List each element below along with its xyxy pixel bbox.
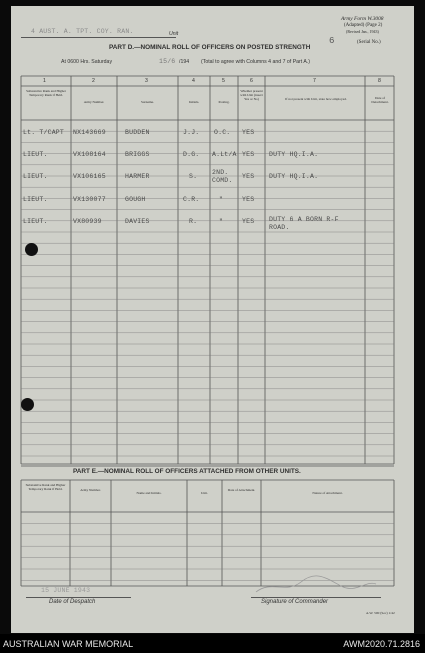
cell-surname: BRIGGS xyxy=(125,151,150,158)
colnum-5: 5 xyxy=(222,78,225,84)
cell-present: YES xyxy=(242,218,255,225)
colhead-rank: Substantive Rank and Higher Temporary Rank if Held. xyxy=(26,89,66,97)
cell-posting: " xyxy=(219,218,224,225)
despatch-line xyxy=(26,597,131,598)
part-d-note: (Total to agree with Columns 4 and 7 of Part A.) xyxy=(201,59,310,65)
signature-line xyxy=(251,597,381,598)
cell-number: NX143669 xyxy=(73,129,106,136)
colnum-6: 6 xyxy=(250,78,253,84)
part-d-year: /194 xyxy=(179,59,190,65)
cell-surname: DAVIES xyxy=(125,218,150,225)
cell-present: YES xyxy=(242,151,255,158)
e-colhead-date: Date of Attachment. xyxy=(227,488,256,492)
serial-number: 6 xyxy=(329,36,335,46)
colnum-7: 7 xyxy=(313,78,316,84)
despatch-date: 15 JUNE 1943 xyxy=(41,587,91,594)
colnum-8: 8 xyxy=(378,78,381,84)
cell-present: YES xyxy=(242,196,255,203)
unit-label: Unit xyxy=(169,31,179,37)
cell-posting: 2ND. COMD. xyxy=(212,169,233,184)
cell-initials: C.R. xyxy=(183,196,200,203)
cell-initials: S. xyxy=(189,173,198,180)
cell-initials: D.G. xyxy=(183,151,200,158)
cell-rank: Lt. T/CAPT xyxy=(23,129,65,136)
commander-signature xyxy=(251,572,381,598)
colhead-employed: If not present with Unit, state how employed. xyxy=(285,97,347,101)
e-colhead-name: Name and Initials. xyxy=(136,491,162,495)
cell-number: VX80939 xyxy=(73,218,102,225)
part-d-date: 15/6 xyxy=(159,58,176,65)
unit-name: 4 AUST. A. TPT. COY. RAN. xyxy=(31,28,134,35)
colhead-initials: Initials. xyxy=(188,100,200,104)
colhead-surname: Surname. xyxy=(141,100,154,104)
punch-hole-bottom xyxy=(21,398,34,411)
signature-label: Signature of Commander xyxy=(261,599,329,605)
cell-number: VX130077 xyxy=(73,196,106,203)
cell-rank: LIEUT. xyxy=(23,151,48,158)
cell-number: VX108164 xyxy=(73,151,106,158)
cell-employed: DUTY HQ.I.A. xyxy=(269,173,319,180)
form-adapted: (Adapted) (Page 2) xyxy=(344,23,383,28)
colnum-2: 2 xyxy=(92,78,95,84)
colhead-present: Whether present with Unit (insert Yes or No) xyxy=(240,89,263,101)
e-colhead-unit: Unit. xyxy=(201,491,208,495)
cell-surname: GOUGH xyxy=(125,196,146,203)
cell-number: VX106165 xyxy=(73,173,106,180)
cell-initials: J.J. xyxy=(183,129,200,136)
cell-rank: LIEUT. xyxy=(23,173,48,180)
print-code: A.W. 500 (Sec) 1/42 xyxy=(366,611,395,615)
part-e-title: PART E.—NOMINAL ROLL OF OFFICERS ATTACHED FROM OTHER UNITS. xyxy=(73,468,301,475)
colhead-detachment: Date of Detachment. xyxy=(371,96,389,104)
cell-surname: HARMER xyxy=(125,173,150,180)
colhead-posting: Posting. xyxy=(218,100,230,104)
part-d-time: At 0600 Hrs. Saturday xyxy=(61,59,113,65)
punch-hole-top xyxy=(25,243,38,256)
footer-institution: AUSTRALIAN WAR MEMORIAL xyxy=(3,639,134,649)
cell-posting: O.C. xyxy=(214,129,231,136)
cell-employed: DUTY 6 A BORN R-F ROAD. xyxy=(269,216,339,231)
form-page xyxy=(11,6,414,633)
cell-initials: R. xyxy=(189,218,198,225)
cell-employed: DUTY HQ.I.A. xyxy=(269,151,319,158)
e-colhead-number: Army Number. xyxy=(80,488,101,492)
cell-present: YES xyxy=(242,129,255,136)
footer-accession: AWM2020.71.2816 xyxy=(343,639,420,649)
colnum-3: 3 xyxy=(145,78,148,84)
form-name: Army Form W.3008 xyxy=(341,16,384,22)
form-revised: (Revised Jan., 1943) xyxy=(346,29,379,34)
cell-posting: " xyxy=(219,196,224,203)
cell-surname: BUDDEN xyxy=(125,129,150,136)
serial-label: (Serial No.) xyxy=(357,40,381,45)
cell-posting: A.Lt/A xyxy=(212,151,237,158)
despatch-label: Date of Despatch xyxy=(49,599,96,605)
colnum-1: 1 xyxy=(43,78,46,84)
part-d-title: PART D.—NOMINAL ROLL OF OFFICERS ON POSTED STRENGTH xyxy=(109,44,311,51)
e-colhead-nature: Nature of Attachment. xyxy=(312,491,343,495)
cell-present: YES xyxy=(242,173,255,180)
colhead-number: Army Number. xyxy=(83,100,105,104)
cell-rank: LIEUT. xyxy=(23,218,48,225)
archive-footer xyxy=(0,634,425,653)
colnum-4: 4 xyxy=(192,78,195,84)
e-colhead-rank: Substantive Rank and Higher Temporary Rank if Held. xyxy=(25,483,66,491)
cell-rank: LIEUT. xyxy=(23,196,48,203)
